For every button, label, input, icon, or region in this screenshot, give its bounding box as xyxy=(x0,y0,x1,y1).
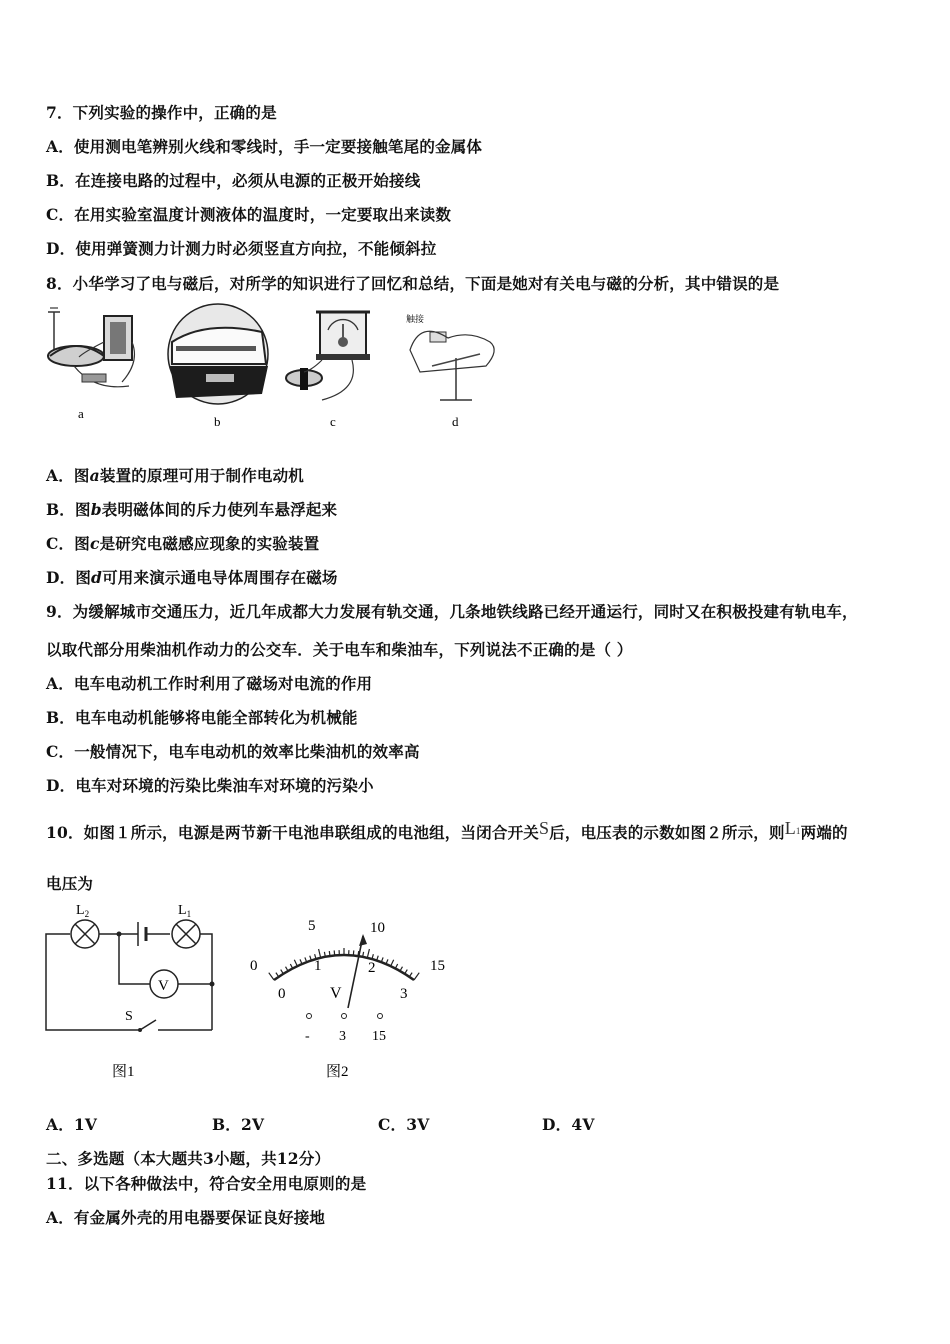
q10-fig2-caption: 图2 xyxy=(326,1064,349,1080)
q11-stem: 11．以下各种做法中，符合安全用电原则的是 xyxy=(46,1174,367,1193)
q8-figure-c xyxy=(282,308,382,432)
q8-figure-a xyxy=(44,302,144,422)
q9-option-b: B．电车电动机能够将电能全部转化为机械能 xyxy=(46,708,358,727)
q10-dial-terminal-15: 15 xyxy=(372,1029,386,1044)
dial-tick xyxy=(367,949,369,958)
q10-option-a: A．1V xyxy=(46,1115,98,1134)
q10-dial-inner-label-3: 3 xyxy=(400,986,408,1002)
q8-option-d: D．图d可用来演示通电导体周围存在磁场 xyxy=(46,568,338,587)
q7-option-b: B．在连接电路的过程中，必须从电源的正极开始接线 xyxy=(46,171,421,190)
q10-circuit-figure xyxy=(40,896,230,1086)
q10-dial-terminal-neg: - xyxy=(305,1029,310,1044)
q10-dial-outer-label-0: 0 xyxy=(250,958,258,974)
q7-option-d: D．使用弹簧测力计测力时必须竖直方向拉，不能倾斜拉 xyxy=(46,239,437,258)
q10-switch-symbol: S xyxy=(538,818,550,838)
q10-option-c: C．3V xyxy=(378,1115,430,1134)
q9-stem-line1: 9．为缓解城市交通压力，近几年成都大力发展有轨交通，几条地铁线路已经开通运行，同时又在积极投建有轨电车， xyxy=(46,602,858,621)
q8-figure-b-label: b xyxy=(214,414,221,429)
q10-dial-terminal-3: 3 xyxy=(339,1029,346,1044)
q7-option-c: C．在用实验室温度计测液体的温度时，一定要取出来读数 xyxy=(46,205,452,224)
q8-figure-c-label: c xyxy=(330,414,336,429)
section-heading-multi-choice: 二、多选题（本大题共3小题，共12分） xyxy=(46,1149,331,1168)
q10-dial-inner-label-1: 1 xyxy=(314,958,322,974)
q10-fig1-l2-label: $L_2$ xyxy=(76,903,90,919)
q10-option-b: B．2V xyxy=(212,1115,265,1134)
q9-option-a: A．电车电动机工作时利用了磁场对电流的作用 xyxy=(46,674,373,693)
q10-lamp-symbol: L xyxy=(784,818,796,838)
q10-dial-inner-label-0: 0 xyxy=(278,986,286,1002)
q9-option-d: D．电车对环境的污染比柴油车对环境的污染小 xyxy=(46,776,374,795)
q10-fig1-voltmeter-label: V xyxy=(158,978,169,994)
q9-stem-line2: 以取代部分用柴油机作动力的公交车．关于电车和柴油车，下列说法不正确的是（ ） xyxy=(46,640,633,659)
q10-stem-line2: 电压为 xyxy=(46,874,94,893)
q7-stem: 7．下列实验的操作中，正确的是 xyxy=(46,103,277,122)
q10-dial-unit: V xyxy=(330,985,342,1002)
q10-stem-line1: 10．如图１所示，电源是两节新干电池串联组成的电池组，当闭合开关S后，电压表的示数如图２所示，则$L^1$两端的 xyxy=(46,818,848,842)
q10-fig1-caption: 图1 xyxy=(112,1064,135,1080)
q10-fig1-l1-label: $L_1$ xyxy=(178,903,192,919)
q8-option-b: B．图b表明磁体间的斥力使列车悬浮起来 xyxy=(46,500,338,519)
q11-option-a: A．有金属外壳的用电器要保证良好接地 xyxy=(46,1208,326,1227)
q8-figure-d xyxy=(400,310,505,432)
q8-option-a: A．图a装置的原理可用于制作电动机 xyxy=(46,466,304,485)
q10-dial-outer-label-10: 10 xyxy=(370,920,385,936)
q8-option-c: C．图c是研究电磁感应现象的实验装置 xyxy=(46,534,320,553)
q8-figure-d-label: d xyxy=(452,414,459,429)
q10-voltmeter-dial-figure xyxy=(244,910,464,1086)
q10-dial-outer-label-15: 15 xyxy=(430,958,445,974)
q8-figure-a-label: a xyxy=(78,406,84,421)
q9-option-c: C．一般情况下，电车电动机的效率比柴油机的效率高 xyxy=(46,742,420,761)
q10-dial-outer-label-5: 5 xyxy=(308,918,316,934)
q8-figure-d-tag: 触接 xyxy=(406,314,425,324)
q10-dial-inner-label-2: 2 xyxy=(368,960,376,976)
dial-tick xyxy=(414,973,419,980)
q10-option-d: D．4V xyxy=(542,1115,595,1134)
q8-stem: 8．小华学习了电与磁后，对所学的知识进行了回忆和总结，下面是她对有关电与磁的分析，其中错误的是 xyxy=(46,274,780,293)
dial-tick xyxy=(319,949,321,958)
dial-tick xyxy=(269,973,274,980)
q7-option-a: A．使用测电笔辨别火线和零线时，手一定要接触笔尾的金属体 xyxy=(46,137,483,156)
q8-figure-b xyxy=(166,302,276,432)
q10-fig1-switch-label: S xyxy=(125,1009,133,1024)
